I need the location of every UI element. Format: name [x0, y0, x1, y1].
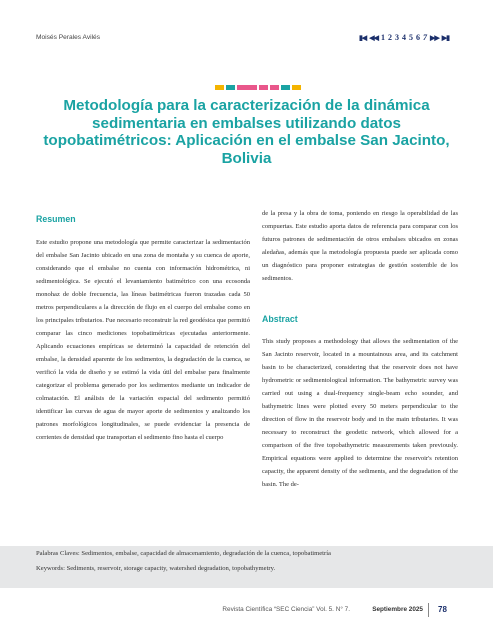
journal-name: Revista Científica “SEC Ciencia” Vol. 5. N° 7.	[222, 606, 350, 613]
author-name: Moisés Perales Avilés	[36, 34, 101, 41]
abstract-heading: Abstract	[262, 314, 298, 324]
keywords-english: Keywords: Sediments, reservoir, storage capacity, watershed degradation, topobathymetry.	[36, 565, 276, 572]
page-link-6[interactable]: 6	[415, 33, 420, 42]
issue-date: Septiembre 2025	[372, 606, 423, 613]
resumen-continuation	[262, 207, 458, 285]
title-decoration	[215, 85, 301, 90]
deco-block	[270, 85, 279, 90]
page-footer	[0, 606, 493, 618]
resumen-heading: Resumen	[36, 214, 76, 224]
previous-page-icon[interactable]: ◀◀	[369, 33, 378, 42]
deco-block	[292, 85, 301, 90]
resumen-text: Este estudio propone una metodología que permite caracterizar la sedimentación del embalse San Jacinto ubicado en una zona de montaña y su cuenca de aporte, considerando que el embalse no cuenta con información hidrométrica, ni sedimentológica. Se ejecutó el levantamiento batimétrico con una ecosonda monohaz de doble frecuencia, las líneas batimétricas fueron trazadas cada 50 metros perpendiculares a la dirección de flujo en el cuerpo del embalse como en los principales tributarios. Fue necesario reconstruir la red geodésica que permitió comparar las cinco mediciones topobatimétricas ejecutadas anteriormente. Aplicando ecuaciones empíricas se determinó la capacidad de retención del embalse, la densidad aparente de los sedimentos, la degradación de la cuenca, se verificó la vida de diseño y se estimó la vida útil del embalse para finalmente categorizar el problema generado por los sedimentos mediante un indicador de colmatación. El análisis de la variación espacial del sedimento permitió identificar las curvas de agua de mayor aporte de sedimentos y analizando los patrones morfológicos longitudinales, se puede evidenciar la presencia de corrientes de densidad que transportan el sedimento fino hasta el cuerpo	[36, 239, 250, 441]
page-link-1[interactable]: 1	[380, 33, 385, 42]
deco-block	[281, 85, 290, 90]
page-link-7[interactable]: 7	[422, 33, 427, 42]
abstract-body	[262, 335, 458, 491]
page-link-3[interactable]: 3	[394, 33, 399, 42]
deco-block	[215, 85, 224, 90]
deco-block	[259, 85, 268, 90]
article-title: Metodología para la caracterización de la dinámica sedimentaria en embalses utilizando datos topobatimétricos: Aplicación en el embalse San Jacinto, Bolivia	[43, 97, 450, 167]
first-page-icon[interactable]: ▮◀	[358, 33, 367, 42]
deco-block	[237, 85, 257, 90]
next-page-icon[interactable]: ▶▶	[429, 33, 439, 42]
page-link-4[interactable]: 4	[401, 33, 406, 42]
footer-divider	[428, 603, 429, 617]
page-link-5[interactable]: 5	[408, 33, 413, 42]
deco-block	[226, 85, 235, 90]
resumen-body	[36, 236, 250, 444]
page-link-2[interactable]: 2	[387, 33, 392, 42]
abstract-text: This study proposes a methodology that allows the sedimentation of the San Jacinto reservoir, located in a mountainous area, and its catchment basin to be characterized, considering that the reservoir does not have hydrometric or sedimentological information. The bathymetric survey was carried out using a dual-frequency single-beam echo sounder, and bathymetric lines were plotted every 50 meters perpendicular to the direction of flow in the reservoir body and in the main tributaries. It was necessary to reconstruct the geodetic network, which allowed for a comparison of the five topobathymetric measurements taken previously. Empirical equations were applied to determine the reservoir's retention capacity, the apparent density of the sediments, and the degradation of the basin. The de-	[262, 338, 458, 488]
page-number: 78	[438, 605, 447, 614]
resumen-continuation-text: de la presa y la obra de toma, poniendo en riesgo la operabilidad de las compuertas. Este estudio aporta datos de referencia para comparar con los futuros patrones de sedimentación de otros embalses ubicados en zonas aledañas, además que la metodología propuesta puede ser aplicada como un diagnóstico para proponer estrategias de gestión sostenible de los sedimentos.	[262, 210, 458, 282]
page-navigation	[359, 33, 449, 42]
last-page-icon[interactable]: ▶▮	[441, 33, 449, 42]
keywords-spanish: Palabras Claves: Sedimentos, embalse, capacidad de almacenamiento, degradación de la cuenca, topobatimetría	[36, 550, 331, 557]
